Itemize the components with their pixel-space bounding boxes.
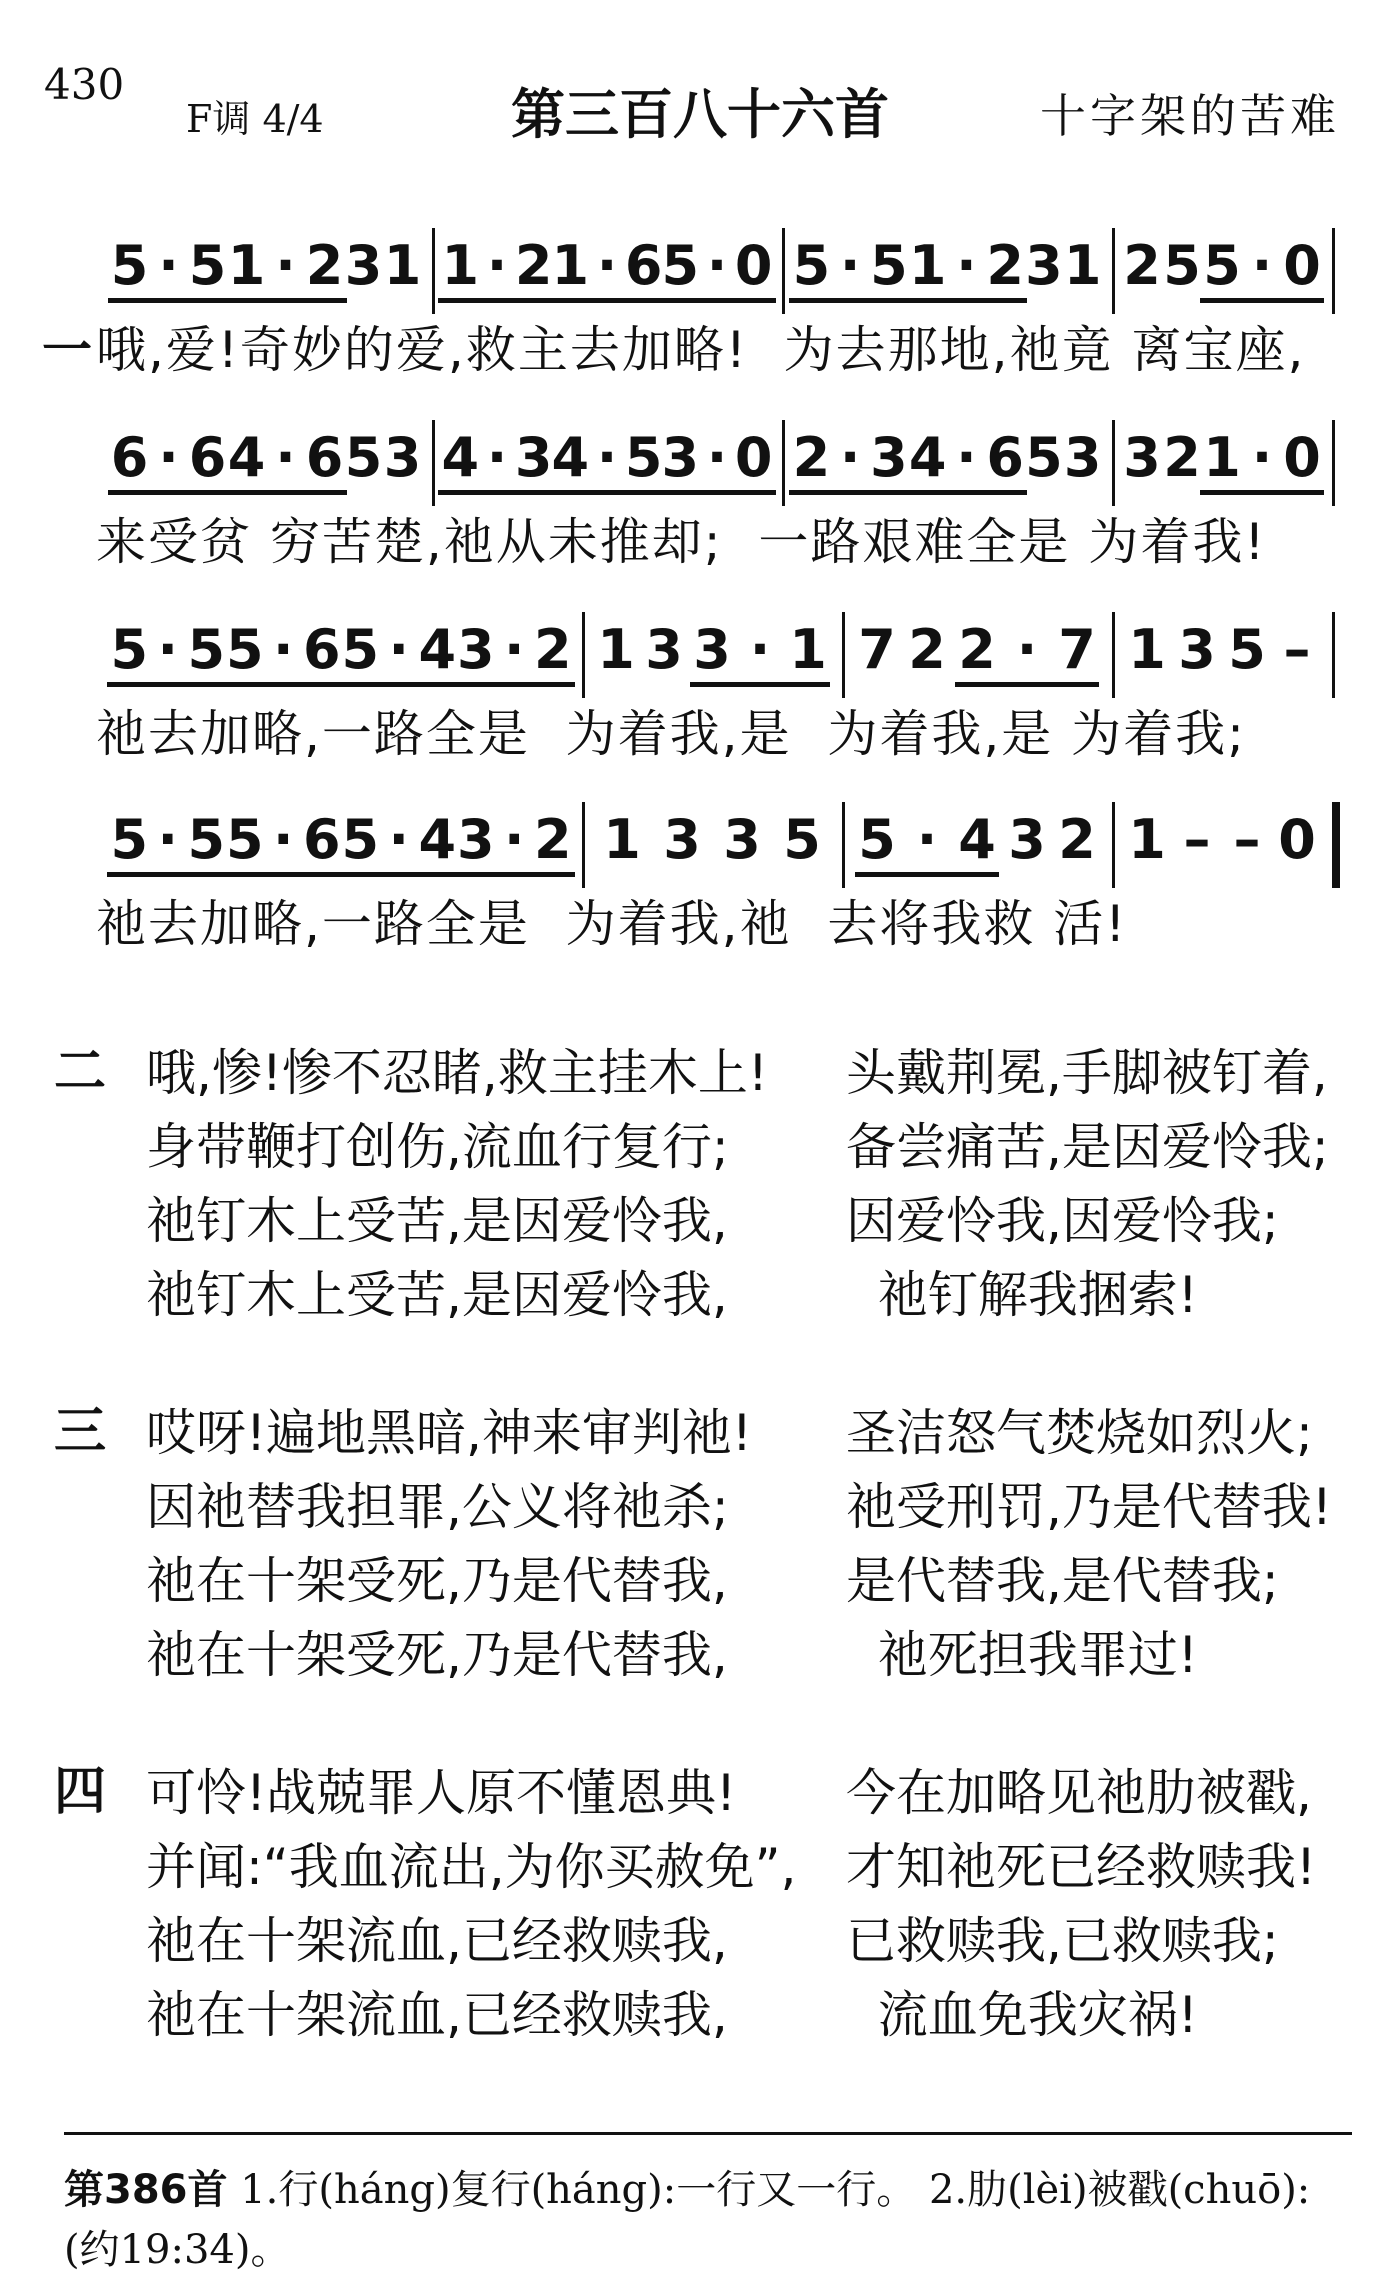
beam (789, 298, 911, 303)
stanza-number: 二 (54, 1042, 107, 1102)
barline (432, 228, 435, 314)
note-dot: · (1251, 426, 1273, 489)
note: 5 (858, 808, 896, 871)
barline (842, 802, 845, 888)
note: 3 (1063, 426, 1102, 489)
note: 3 (456, 808, 495, 871)
note: 0 (734, 234, 773, 297)
note: 5 (341, 808, 380, 871)
note: 1 (551, 234, 590, 297)
beam (454, 872, 575, 877)
note: 7 (858, 618, 896, 681)
beam (454, 682, 575, 687)
note: 6 (302, 618, 341, 681)
note: 3 (723, 808, 761, 871)
stanza-line-right: 是代替我,是代替我; (846, 1552, 1279, 1610)
barline (1332, 420, 1335, 506)
lyric-line: 哦,爱!奇妙的爱,救主去加略! 为去那地,祂竟 离宝座, (96, 321, 1306, 379)
hymn-subtitle: 十字架的苦难 (1040, 89, 1340, 143)
note: 4 (418, 618, 457, 681)
barline (1332, 802, 1340, 888)
note: 5 (661, 234, 700, 297)
note: 6 (188, 426, 227, 489)
note-dot: · (839, 234, 861, 297)
note-dot: · (749, 618, 771, 681)
note-dot: · (916, 808, 938, 871)
barline (782, 228, 785, 314)
beam (338, 682, 459, 687)
barline (582, 802, 585, 888)
note-dot: · (596, 234, 618, 297)
beam (223, 872, 344, 877)
key-signature: F调 4/4 (186, 97, 324, 141)
note: 3 (693, 618, 731, 681)
note: 1 (383, 234, 422, 297)
note: 5 (187, 808, 226, 871)
note: 3 (661, 426, 700, 489)
lyric-line: 来受贫 穷苦楚,祂从未推却; 一路艰难全是 为着我! (96, 513, 1267, 571)
note-dot: · (157, 618, 178, 681)
note: 4 (418, 808, 457, 871)
note: – (1233, 808, 1261, 871)
note-dot: · (503, 808, 525, 871)
note: 0 (1283, 426, 1321, 489)
note: 3 (344, 234, 383, 297)
footnote-label: 第386首 (64, 2167, 228, 2213)
stanza-line-right: 流血免我灾祸! (846, 1986, 1198, 2044)
note-dot: · (503, 618, 525, 681)
note: 1 (1128, 618, 1166, 681)
note: 2 (514, 234, 553, 297)
note: 2 (986, 234, 1024, 297)
note: 4 (908, 426, 947, 489)
note: 1 (908, 234, 947, 297)
note: 3 (645, 618, 683, 681)
stanza-line-left: 祂在十架流血,已经救赎我, (146, 1986, 728, 2044)
stanza-line-right: 因爱怜我,因爱怜我; (846, 1192, 1279, 1250)
note: 5 (783, 808, 821, 871)
note: 3 (514, 426, 553, 489)
note: 3 (663, 808, 701, 871)
stanza-line-left: 祂在十架受死,乃是代替我, (146, 1552, 728, 1610)
beam (108, 490, 230, 495)
note: 2 (792, 426, 831, 489)
note: 4 (958, 808, 996, 871)
note: 3 (383, 426, 422, 489)
beam (107, 872, 228, 877)
note: 0 (1283, 234, 1321, 297)
stanza-number: 三 (54, 1402, 107, 1462)
note: 2 (533, 618, 572, 681)
note: 5 (792, 234, 831, 297)
stanza-line-left: 因祂替我担罪,公义将祂杀; (146, 1478, 729, 1536)
note: 5 (187, 618, 226, 681)
note: 2 (958, 618, 996, 681)
note-dot: · (706, 426, 728, 489)
barline (842, 612, 845, 698)
note: 1 (1063, 234, 1102, 297)
barline (432, 420, 435, 506)
note: 5 (1203, 234, 1241, 297)
note: 5 (1025, 426, 1063, 489)
note: 3 (1178, 618, 1216, 681)
note: 2 (1123, 234, 1161, 297)
beam (108, 298, 230, 303)
stanza-line-left: 并闻:“我血流出,为你买赦免”, (146, 1838, 797, 1896)
beam (906, 298, 1028, 303)
note: 5 (1228, 618, 1266, 681)
note: 0 (1278, 808, 1316, 871)
stanza-line-left: 身带鞭打创伤,流血行复行; (146, 1118, 729, 1176)
note: 2 (305, 234, 344, 297)
stanza-line-right: 备尝痛苦,是因爱怜我; (846, 1118, 1329, 1176)
note: 1 (603, 808, 641, 871)
note: – (1283, 618, 1311, 681)
note: 5 (344, 426, 383, 489)
note-dot: · (157, 808, 178, 871)
stanza-line-right: 今在加略见祂肋被戳, (846, 1764, 1312, 1822)
stanza-line-left: 祂在十架流血,已经救赎我, (146, 1912, 728, 1970)
stanza-line-left: 祂钉木上受苦,是因爱怜我, (146, 1266, 728, 1324)
note-dot: · (1251, 234, 1273, 297)
beam (955, 682, 1099, 687)
note-dot: · (706, 234, 728, 297)
stanza-line-right: 已救赎我,已救赎我; (846, 1912, 1279, 1970)
beam (789, 490, 911, 495)
barline (1112, 802, 1115, 888)
note: 5 (110, 234, 149, 297)
beam (1200, 490, 1324, 495)
note: 7 (1058, 618, 1096, 681)
barline (1112, 420, 1115, 506)
note: 5 (624, 426, 663, 489)
beam (658, 490, 775, 495)
note: 0 (734, 426, 773, 489)
barline (1112, 612, 1115, 698)
note: 2 (533, 808, 572, 871)
stanza-line-right: 才知祂死已经救赎我! (846, 1838, 1317, 1896)
beam (1200, 298, 1324, 303)
barline (1332, 612, 1335, 698)
note-dot: · (388, 808, 409, 871)
note: 3 (870, 426, 908, 489)
note: 1 (789, 618, 827, 681)
note-dot: · (1016, 618, 1038, 681)
stanza-line-right: 祂钉解我捆索! (846, 1266, 1198, 1324)
note-dot: · (486, 426, 508, 489)
hymn-title: 第三百八十六首 (511, 83, 889, 146)
note-dot: · (272, 808, 294, 871)
note-dot: · (388, 618, 409, 681)
beam (107, 682, 228, 687)
stanza-line-right: 祂死担我罪过! (846, 1626, 1198, 1684)
note: 5 (870, 234, 908, 297)
note-dot: · (275, 234, 296, 297)
note: 5 (225, 618, 264, 681)
note: 1 (597, 618, 635, 681)
note: – (1183, 808, 1211, 871)
barline (582, 612, 585, 698)
page-number: 430 (44, 60, 125, 109)
note-dot: · (839, 426, 861, 489)
note: 1 (227, 234, 266, 297)
note-dot: · (272, 618, 294, 681)
beam (225, 298, 347, 303)
note: 6 (302, 808, 341, 871)
stanza-line-left: 祂钉木上受苦,是因爱怜我, (146, 1192, 728, 1250)
stanza-line-right: 圣洁怒气焚烧如烈火; (846, 1404, 1313, 1462)
note: 5 (225, 808, 264, 871)
beam (438, 298, 555, 303)
note: 2 (908, 618, 946, 681)
note: 4 (441, 426, 480, 489)
note: 5 (188, 234, 227, 297)
note: 6 (110, 426, 149, 489)
beam (658, 298, 775, 303)
footnote-text: 1.行(háng)复行(háng):一行又一行。 2.肋(lèi)被戳(chuō):(约19:34)。 (64, 2167, 1311, 2273)
beam (906, 490, 1028, 495)
note: 3 (1008, 808, 1046, 871)
note: 5 (110, 808, 149, 871)
note: 5 (1163, 234, 1201, 297)
note-dot: · (158, 426, 179, 489)
note: 3 (1123, 426, 1161, 489)
note-dot: · (275, 426, 296, 489)
note-dot: · (596, 426, 618, 489)
lyric-line: 祂去加略,一路全是 为着我,是 为着我,是 为着我; (96, 705, 1246, 763)
beam (438, 490, 555, 495)
stanza-line-left: 祂在十架受死,乃是代替我, (146, 1626, 728, 1684)
note: 6 (305, 426, 344, 489)
stanza-line-right: 祂受刑罚,乃是代替我! (846, 1478, 1332, 1536)
barline (1112, 228, 1115, 314)
note: 2 (1163, 426, 1201, 489)
note-dot: · (956, 234, 977, 297)
note: 5 (341, 618, 380, 681)
footnote (64, 2160, 1364, 2280)
beam (690, 682, 830, 687)
note: 4 (551, 426, 590, 489)
stanza-line-left: 哦,惨!惨不忍睹,救主挂木上! (146, 1044, 768, 1102)
note-dot: · (486, 234, 508, 297)
beam (548, 490, 665, 495)
note-dot: · (956, 426, 977, 489)
note: 3 (1025, 234, 1063, 297)
beam (855, 872, 999, 877)
note: 5 (110, 618, 149, 681)
note: 3 (456, 618, 495, 681)
beam (338, 872, 459, 877)
note: 2 (1058, 808, 1096, 871)
footnote-divider (64, 2132, 1352, 2135)
stanza-line-left: 可怜!战兢罪人原不懂恩典! (146, 1764, 737, 1822)
beam (223, 682, 344, 687)
note: 6 (624, 234, 663, 297)
stanza-number: 四 (54, 1762, 107, 1822)
note: 1 (441, 234, 480, 297)
verse-marker: 一 (42, 321, 92, 379)
stanza-line-right: 头戴荆冕,手脚被钉着, (846, 1044, 1328, 1102)
note-dot: · (158, 234, 179, 297)
barline (782, 420, 785, 506)
stanza-line-left: 哎呀!遍地黑暗,神来审判祂! (146, 1404, 752, 1462)
barline (1332, 228, 1335, 314)
note: 1 (1128, 808, 1166, 871)
beam (225, 490, 347, 495)
lyric-line: 祂去加略,一路全是 为着我,祂 去将我救 活! (96, 895, 1128, 953)
beam (548, 298, 665, 303)
note: 4 (227, 426, 266, 489)
note: 6 (986, 426, 1024, 489)
note: 1 (1203, 426, 1241, 489)
